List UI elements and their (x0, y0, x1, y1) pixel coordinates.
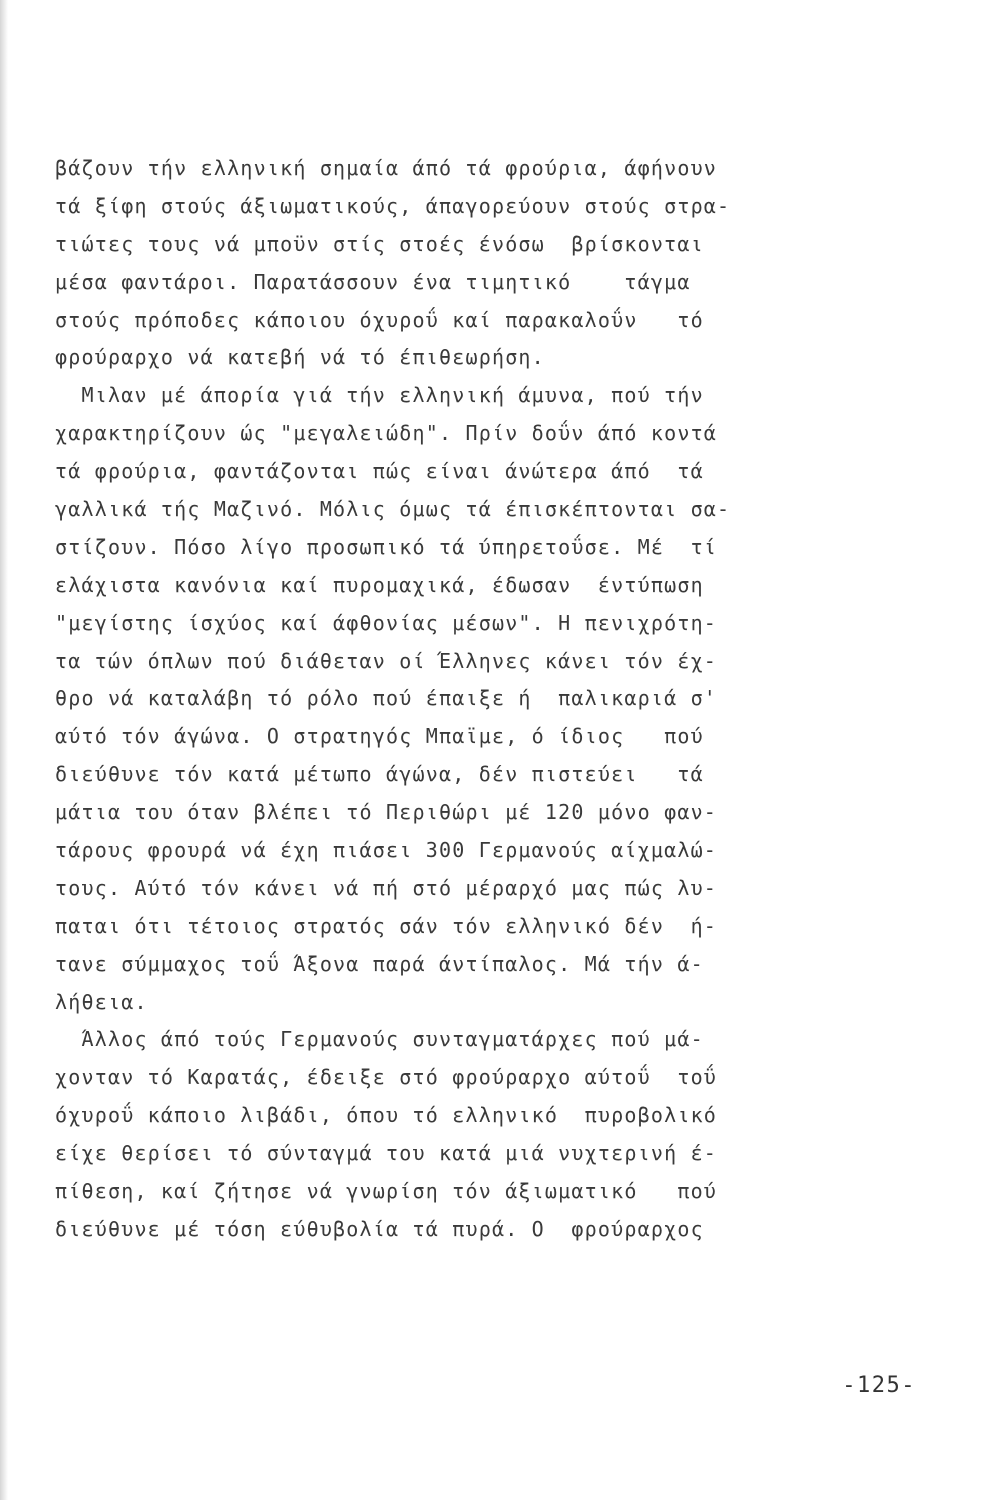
text-line: ελάχιστα κανόνια καί πυρομαχικά, έδωσαν έντύπωση (55, 572, 704, 597)
text-line: τιώτες τους νά μποϋν στίς στοές ένόσω βρίσκονται (55, 231, 704, 256)
text-line: λήθεια. (55, 989, 148, 1014)
text-line: αύτό τόν άγώνα. Ο στρατηγός Μπαϊμε, ό ίδιος πού (55, 724, 704, 749)
text-line: "μεγίστης ίσχύος καί άφθονίας μέσων". Η πενιχρότη- (55, 610, 718, 635)
text-line: τά φρούρια, φαντάζονται πώς είναι άνώτερα άπό τά (55, 459, 704, 484)
text-line: μέσα φαντάροι. Παρατάσσουν ένα τιμητικό τάγμα (55, 269, 691, 294)
text-line: διεύθυνε μέ τόση εύθυβολία τά πυρά. Ο φρούραρχος (55, 1216, 704, 1241)
text-line: παται ότι τέτοιος στρατός σάν τόν ελληνικό δέν ή- (55, 913, 718, 938)
text-line: θρο νά καταλάβη τό ρόλο πού έπαιξε ή παλικαριά σ' (55, 686, 718, 711)
text-line: στούς πρόποδες κάποιου όχυροΰ καί παρακαλοΰν τό (55, 307, 704, 332)
text-line: πίθεση, καί ζήτησε νά γνωρίση τόν άξιωματικό πού (55, 1179, 718, 1204)
text-line: είχε θερίσει τό σύνταγμά του κατά μιά νυχτερινή έ- (55, 1141, 718, 1166)
text-line: στίζουν. Πόσο λίγο προσωπικό τά ύπηρετοΰσε. Μέ τί (55, 534, 718, 559)
text-line: διεύθυνε τόν κατά μέτωπο άγώνα, δέν πιστεύει τά (55, 762, 704, 787)
text-line: βάζουν τήν ελληνική σημαία άπό τά φρούρια, άφήνουν (55, 156, 718, 180)
text-line: χονταν τό Καρατάς, έδειξε στό φρούραρχο αύτοΰ τοΰ (55, 1065, 718, 1090)
text-line: τους. Αύτό τόν κάνει νά πή στό μέραρχό μας πώς λυ- (55, 875, 718, 900)
text-line: γαλλικά τής Μαζινό. Μόλις όμως τά έπισκέπτονται σα- (55, 497, 731, 522)
text-line: τά ξίφη στούς άξιωματικούς, άπαγορεύουν στούς στρα- (55, 193, 731, 218)
binding-edge (0, 0, 8, 1500)
text-line: μάτια του όταν βλέπει τό Περιθώρι μέ 120 μόνο φαν- (55, 800, 718, 825)
text-line: τάρους φρουρά νά έχη πιάσει 300 Γερμανούς αίχμαλώ- (55, 838, 718, 863)
text-line: Μιλαν μέ άπορία γιά τήν ελληνική άμυνα, πού τήν (55, 383, 704, 408)
text-line: όχυροΰ κάποιο λιβάδι, όπου τό ελληνικό πυροβολικό (55, 1103, 718, 1128)
text-line: Άλλος άπό τούς Γερμανούς συνταγματάρχες πού μά- (55, 1027, 704, 1052)
text-line: φρούραρχο νά κατεβή νά τό έπιθεωρήση. (55, 345, 545, 370)
text-line: χαρακτηρίζουν ώς "μεγαλειώδη". Πρίν δοΰν άπό κοντά (55, 421, 718, 446)
body-text (55, 150, 915, 1249)
text-line: τα τών όπλων πού διάθεταν οί Έλληνες κάνει τόν έχ- (55, 648, 718, 673)
page-number: -125- (842, 1373, 916, 1398)
text-line: τανε σύμμαχος τοΰ Άξονα παρά άντίπαλος. Μά τήν ά- (55, 951, 704, 976)
